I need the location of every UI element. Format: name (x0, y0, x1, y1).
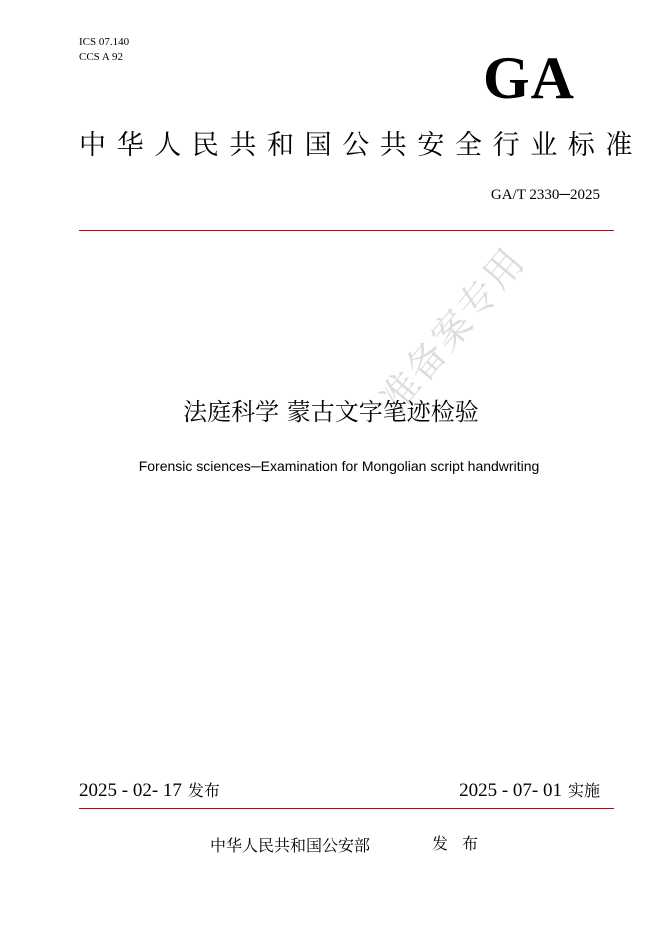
document-title-chinese: 法庭科学 蒙古文字笔迹检验 (183, 398, 479, 426)
header-divider (79, 230, 614, 231)
issue-label: 发布 (187, 781, 220, 800)
issuing-authority: 中华人民共和国公安部 (210, 836, 371, 855)
effective-label: 实施 (567, 781, 600, 800)
standard-number: GA/T 2330─2025 (490, 187, 600, 203)
standard-type-title: 中华人民共和国公共安全行业标准 (79, 130, 643, 161)
effective-date: 2025 - 07- 01 (459, 780, 562, 801)
watermark: 准备案专用 (371, 238, 534, 421)
issue-date: 2025 - 02- 17 (79, 780, 182, 801)
publish-label: 发布 (432, 834, 493, 853)
issue-date-block (79, 780, 220, 802)
effective-date-block (459, 780, 600, 802)
ics-code: ICS 07.140 (79, 36, 130, 48)
classification-codes (79, 35, 129, 65)
ccs-code: CCS A 92 (79, 51, 124, 63)
footer-divider (79, 808, 614, 809)
ga-logo: GA (483, 45, 575, 111)
document-title-english: Forensic sciences─Examination for Mongolian script handwriting (138, 458, 540, 474)
